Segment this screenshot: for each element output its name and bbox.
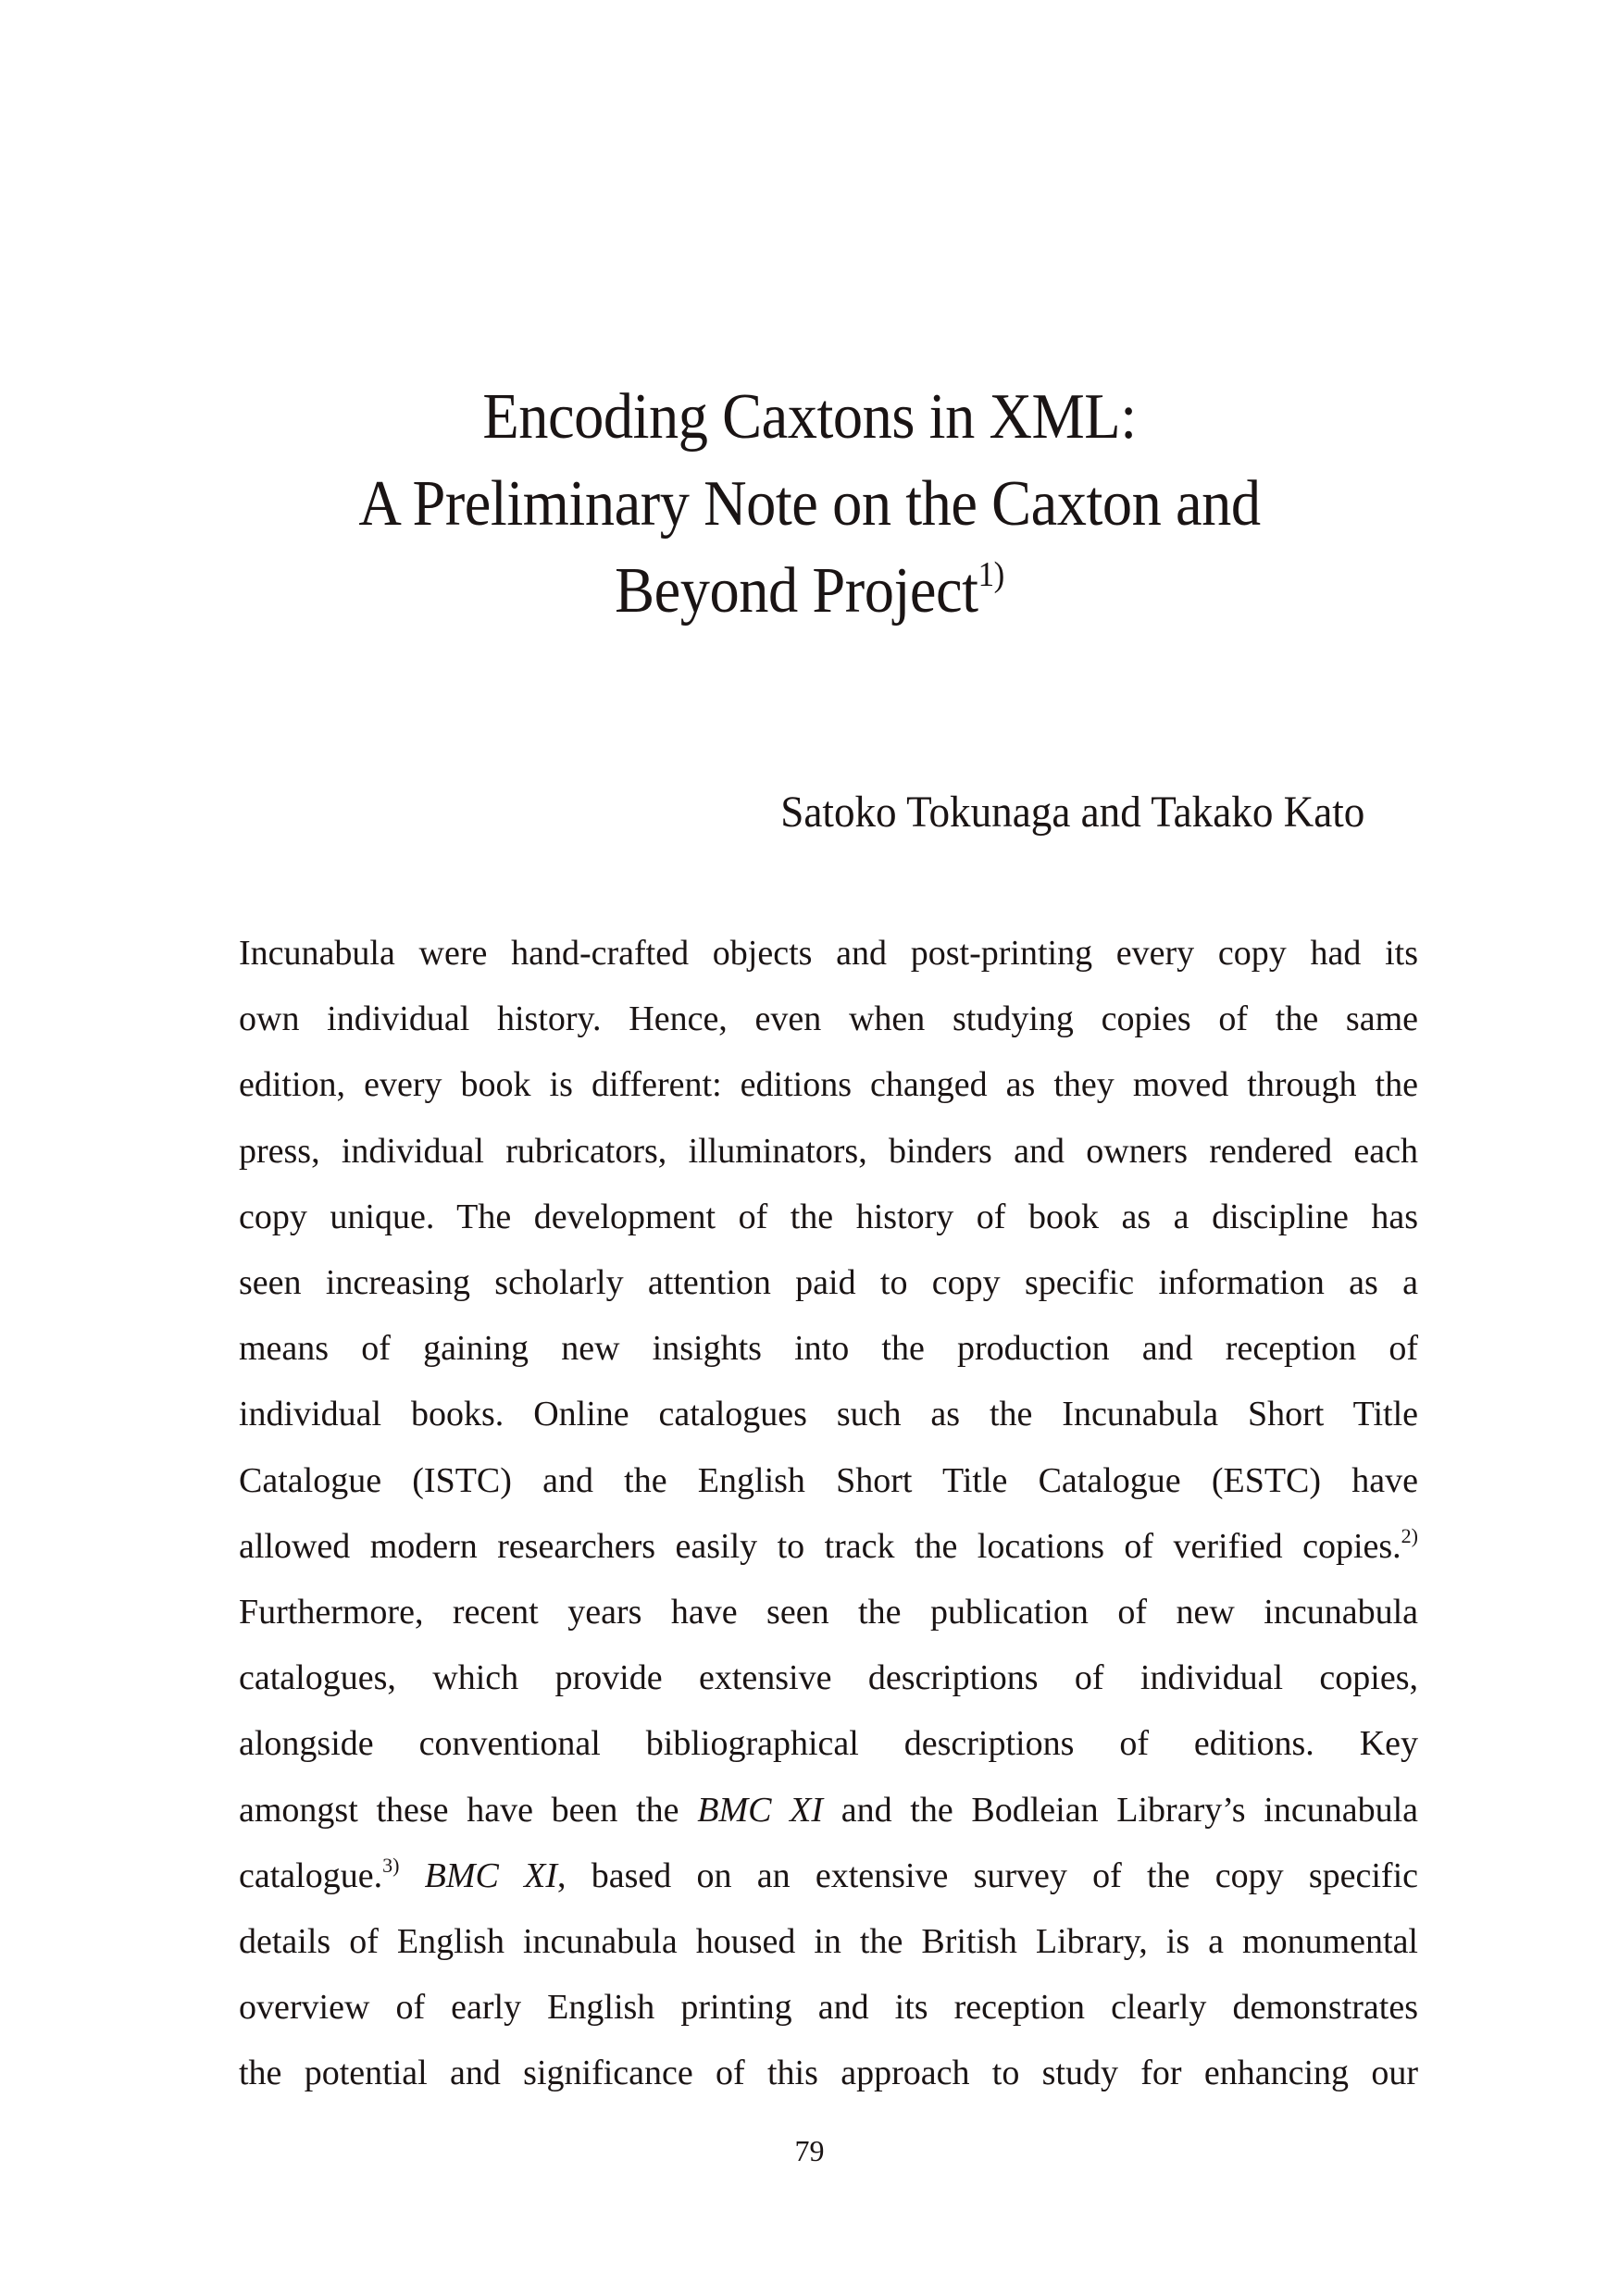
- body-line: [239, 1119, 1418, 1185]
- footnote-ref[interactable]: 2): [1401, 1523, 1418, 1547]
- body-line: [239, 1580, 1418, 1645]
- body-text-run: Furthermore, recent years have seen the publication of new incunabula: [239, 1593, 1418, 1632]
- body-line: [239, 1778, 1418, 1843]
- italic-title: BMC XI: [697, 1790, 824, 1830]
- body-line: [239, 2041, 1418, 2106]
- body-line: [239, 1975, 1418, 2041]
- body-line: [239, 1711, 1418, 1777]
- body-text-run: [399, 1856, 424, 1895]
- body-line: [239, 1909, 1418, 1975]
- body-text-run: seen increasing scholarly attention paid to copy specific information as a: [239, 1263, 1418, 1303]
- body-text-run: press, individual rubricators, illuminators, binders and owners rendered each: [239, 1131, 1418, 1171]
- title-line-3: [65, 548, 1554, 635]
- body-paragraph: [239, 921, 1418, 2107]
- body-text-run: own individual history. Hence, even when studying copies of the same: [239, 999, 1418, 1039]
- body-line: [239, 1052, 1418, 1118]
- body-line: [239, 1250, 1418, 1316]
- body-text-run: edition, every book is different: editions changed as they moved through the: [239, 1065, 1418, 1105]
- body-text-run: details of English incunabula housed in the British Library, is a monumental: [239, 1922, 1418, 1962]
- body-line: [239, 921, 1418, 987]
- body-line: [239, 1645, 1418, 1711]
- body-line: [239, 1316, 1418, 1382]
- body-line: [239, 1448, 1418, 1514]
- body-text-run: individual books. Online catalogues such as the Incunabula Short Title: [239, 1395, 1418, 1434]
- body-text-run: Incunabula were hand-crafted objects and post-printing every copy had its: [239, 934, 1418, 973]
- title-footnote-ref[interactable]: 1): [978, 555, 1004, 594]
- body-text-run: the potential and significance of this approach to study for enhancing our: [239, 2054, 1418, 2093]
- author-names: Satoko Tokunaga and Takako Kato: [779, 788, 1364, 837]
- body-text-run: catalogues, which provide extensive descriptions of individual copies,: [239, 1658, 1418, 1698]
- body-text-run: Catalogue (ISTC) and the English Short Title Catalogue (ESTC) have: [239, 1460, 1418, 1500]
- body-line: [239, 987, 1418, 1052]
- paper-title: [65, 374, 1554, 635]
- page-number: 79: [794, 2134, 825, 2167]
- body-text-run: overview of early English printing and its reception clearly demonstrates: [239, 1988, 1418, 2028]
- body-line: [239, 1382, 1418, 1447]
- body-text-run: , based on an extensive survey of the copy specific: [557, 1855, 1418, 1895]
- title-line-2: A Preliminary Note on the Caxton and: [358, 468, 1261, 540]
- body-text-run: alongside conventional bibliographical descriptions of editions. Key: [239, 1724, 1418, 1764]
- body-text-run: copy unique. The development of the history of book as a discipline has: [239, 1197, 1418, 1236]
- body-text-run: and the Bodleian Library’s incunabula: [823, 1790, 1418, 1830]
- body-text-run: means of gaining new insights into the production and reception of: [239, 1329, 1418, 1369]
- body-line: [239, 1514, 1418, 1580]
- body-text-run: catalogue.: [239, 1855, 383, 1895]
- body-text-run: amongst these have been the: [239, 1790, 698, 1830]
- body-line: [239, 1185, 1418, 1250]
- body-text-run: allowed modern researchers easily to track the locations of verified copies.: [239, 1526, 1401, 1566]
- italic-title: BMC XI: [424, 1855, 557, 1895]
- title-line-3-text: Beyond Project: [615, 555, 978, 627]
- body-line: [239, 1843, 1418, 1909]
- footnote-ref[interactable]: 3): [382, 1853, 400, 1877]
- title-line-1: Encoding Caxtons in XML:: [482, 381, 1137, 453]
